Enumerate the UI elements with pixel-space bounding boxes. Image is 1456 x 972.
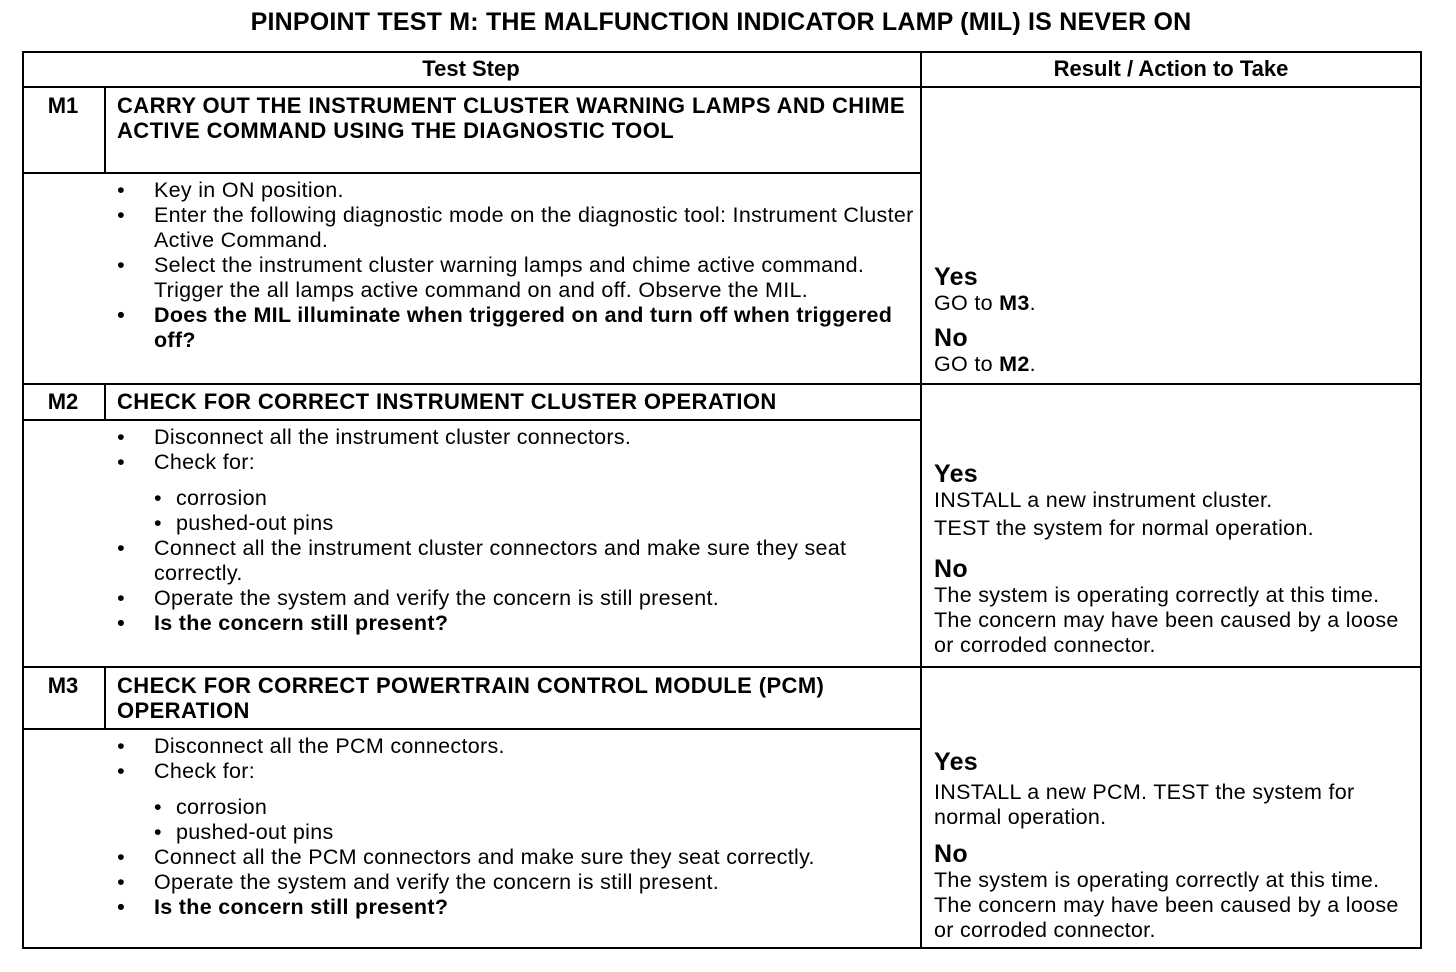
step-title-m3: CHECK FOR CORRECT POWERTRAIN CONTROL MODULE (PCM) OPERATION: [117, 673, 825, 723]
table-border-bottom: [22, 947, 1422, 949]
step-instructions-m3: [114, 734, 924, 920]
result-no-action: The system is operating correctly at this time. The concern may have been caused by a loose or corroded connector.: [934, 868, 1399, 942]
result-m2: [934, 461, 1420, 658]
step-id-divider-m1: [104, 87, 106, 173]
step-id-divider-m2: [104, 384, 106, 420]
result-no-label: No: [934, 840, 968, 868]
bullet-icon: •: [117, 536, 125, 560]
bullet-icon: •: [117, 450, 125, 474]
step-title-divider-m2: [22, 419, 921, 421]
bullet-icon: •: [117, 611, 125, 635]
list-item: • Connect all the instrument cluster connectors and make sure they seat correctly.: [114, 536, 924, 586]
sub-list-item: • corrosion: [154, 486, 268, 510]
result-m1: [934, 264, 1420, 377]
list-item: • Connect all the PCM connectors and make sure they seat correctly.: [114, 845, 924, 870]
header-result-action: Result / Action to Take: [1053, 56, 1289, 81]
list-item-question: • Does the MIL illuminate when triggered on and turn off when triggered off?: [114, 303, 924, 353]
sub-list-item: • pushed-out pins: [154, 820, 334, 844]
result-no-label: No: [934, 324, 968, 352]
list-item: • Select the instrument cluster warning lamps and chime active command. Trigger the all lamps active command on and off. Observe the MIL.: [114, 253, 924, 303]
sub-list-item: • corrosion: [154, 795, 268, 819]
step-id-m2: M2: [47, 389, 79, 414]
result-yes-label: Yes: [934, 748, 979, 776]
result-yes-action-test: TEST the system for normal operation.: [934, 516, 1314, 540]
bullet-icon: •: [117, 425, 125, 449]
bullet-icon: •: [154, 511, 162, 535]
sub-list-item: • pushed-out pins: [154, 511, 334, 535]
list-item: • Disconnect all the instrument cluster connectors.: [114, 425, 924, 450]
goto-step-link: M3: [999, 291, 1030, 315]
sub-list: [154, 486, 924, 536]
list-item: • Operate the system and verify the concern is still present.: [114, 870, 924, 895]
header-divider: [22, 86, 1422, 88]
bullet-icon: •: [117, 253, 125, 277]
result-yes-action: INSTALL a new PCM. TEST the system for normal operation.: [934, 780, 1355, 829]
step-divider-m1-m2: [22, 383, 1422, 385]
goto-step-link: M2: [999, 352, 1030, 376]
table-border-left: [22, 51, 24, 949]
step-id-divider-m3: [104, 667, 106, 728]
step-title-m2: CHECK FOR CORRECT INSTRUMENT CLUSTER OPERATION: [117, 389, 777, 414]
list-item: • Check for: • corrosion • pushed-out pins: [114, 759, 924, 845]
pinpoint-test-table: [22, 51, 1422, 949]
bullet-icon: •: [154, 486, 162, 510]
bullet-icon: •: [117, 203, 125, 227]
result-yes-action: GO to M3.: [934, 291, 1036, 315]
list-item: • Key in ON position.: [114, 178, 924, 203]
sub-list: [154, 795, 924, 845]
bullet-icon: •: [117, 895, 125, 919]
bullet-icon: •: [117, 734, 125, 758]
result-no-action: GO to M2.: [934, 352, 1036, 376]
bullet-icon: •: [117, 586, 125, 610]
step-id-m1: M1: [47, 93, 79, 118]
table-border-right: [1420, 51, 1422, 949]
step-instructions-m1: [114, 178, 924, 353]
list-item-question: • Is the concern still present?: [114, 611, 924, 636]
list-item: • Enter the following diagnostic mode on the diagnostic tool: Instrument Cluster Active Command.: [114, 203, 924, 253]
step-instructions-m2: [114, 425, 924, 636]
bullet-icon: •: [117, 303, 125, 327]
page-title: PINPOINT TEST M: THE MALFUNCTION INDICATOR LAMP (MIL) IS NEVER ON: [250, 8, 1192, 36]
bullet-icon: •: [117, 178, 125, 202]
list-item: • Check for: • corrosion • pushed-out pins: [114, 450, 924, 536]
header-test-step: Test Step: [422, 56, 520, 81]
step-title-divider-m3: [22, 728, 921, 730]
step-title-m1: CARRY OUT THE INSTRUMENT CLUSTER WARNING LAMPS AND CHIME ACTIVE COMMAND USING THE DIAGNOSTIC TOOL: [117, 93, 905, 143]
bullet-icon: •: [154, 795, 162, 819]
step-id-m3: M3: [47, 673, 79, 698]
list-item: • Disconnect all the PCM connectors.: [114, 734, 924, 759]
step-title-divider-m1: [22, 172, 921, 174]
bullet-icon: •: [117, 845, 125, 869]
result-yes-label: Yes: [934, 460, 979, 488]
result-yes-action: INSTALL a new instrument cluster.: [934, 488, 1273, 512]
result-yes-label: Yes: [934, 263, 979, 291]
result-no-action: The system is operating correctly at this time. The concern may have been caused by a loose or corroded connector.: [934, 583, 1399, 657]
bullet-icon: •: [154, 820, 162, 844]
result-no-label: No: [934, 555, 968, 583]
step-divider-m2-m3: [22, 666, 1422, 668]
result-m3: [934, 749, 1420, 943]
list-item: • Operate the system and verify the concern is still present.: [114, 586, 924, 611]
bullet-icon: •: [117, 870, 125, 894]
bullet-icon: •: [117, 759, 125, 783]
list-item-question: • Is the concern still present?: [114, 895, 924, 920]
